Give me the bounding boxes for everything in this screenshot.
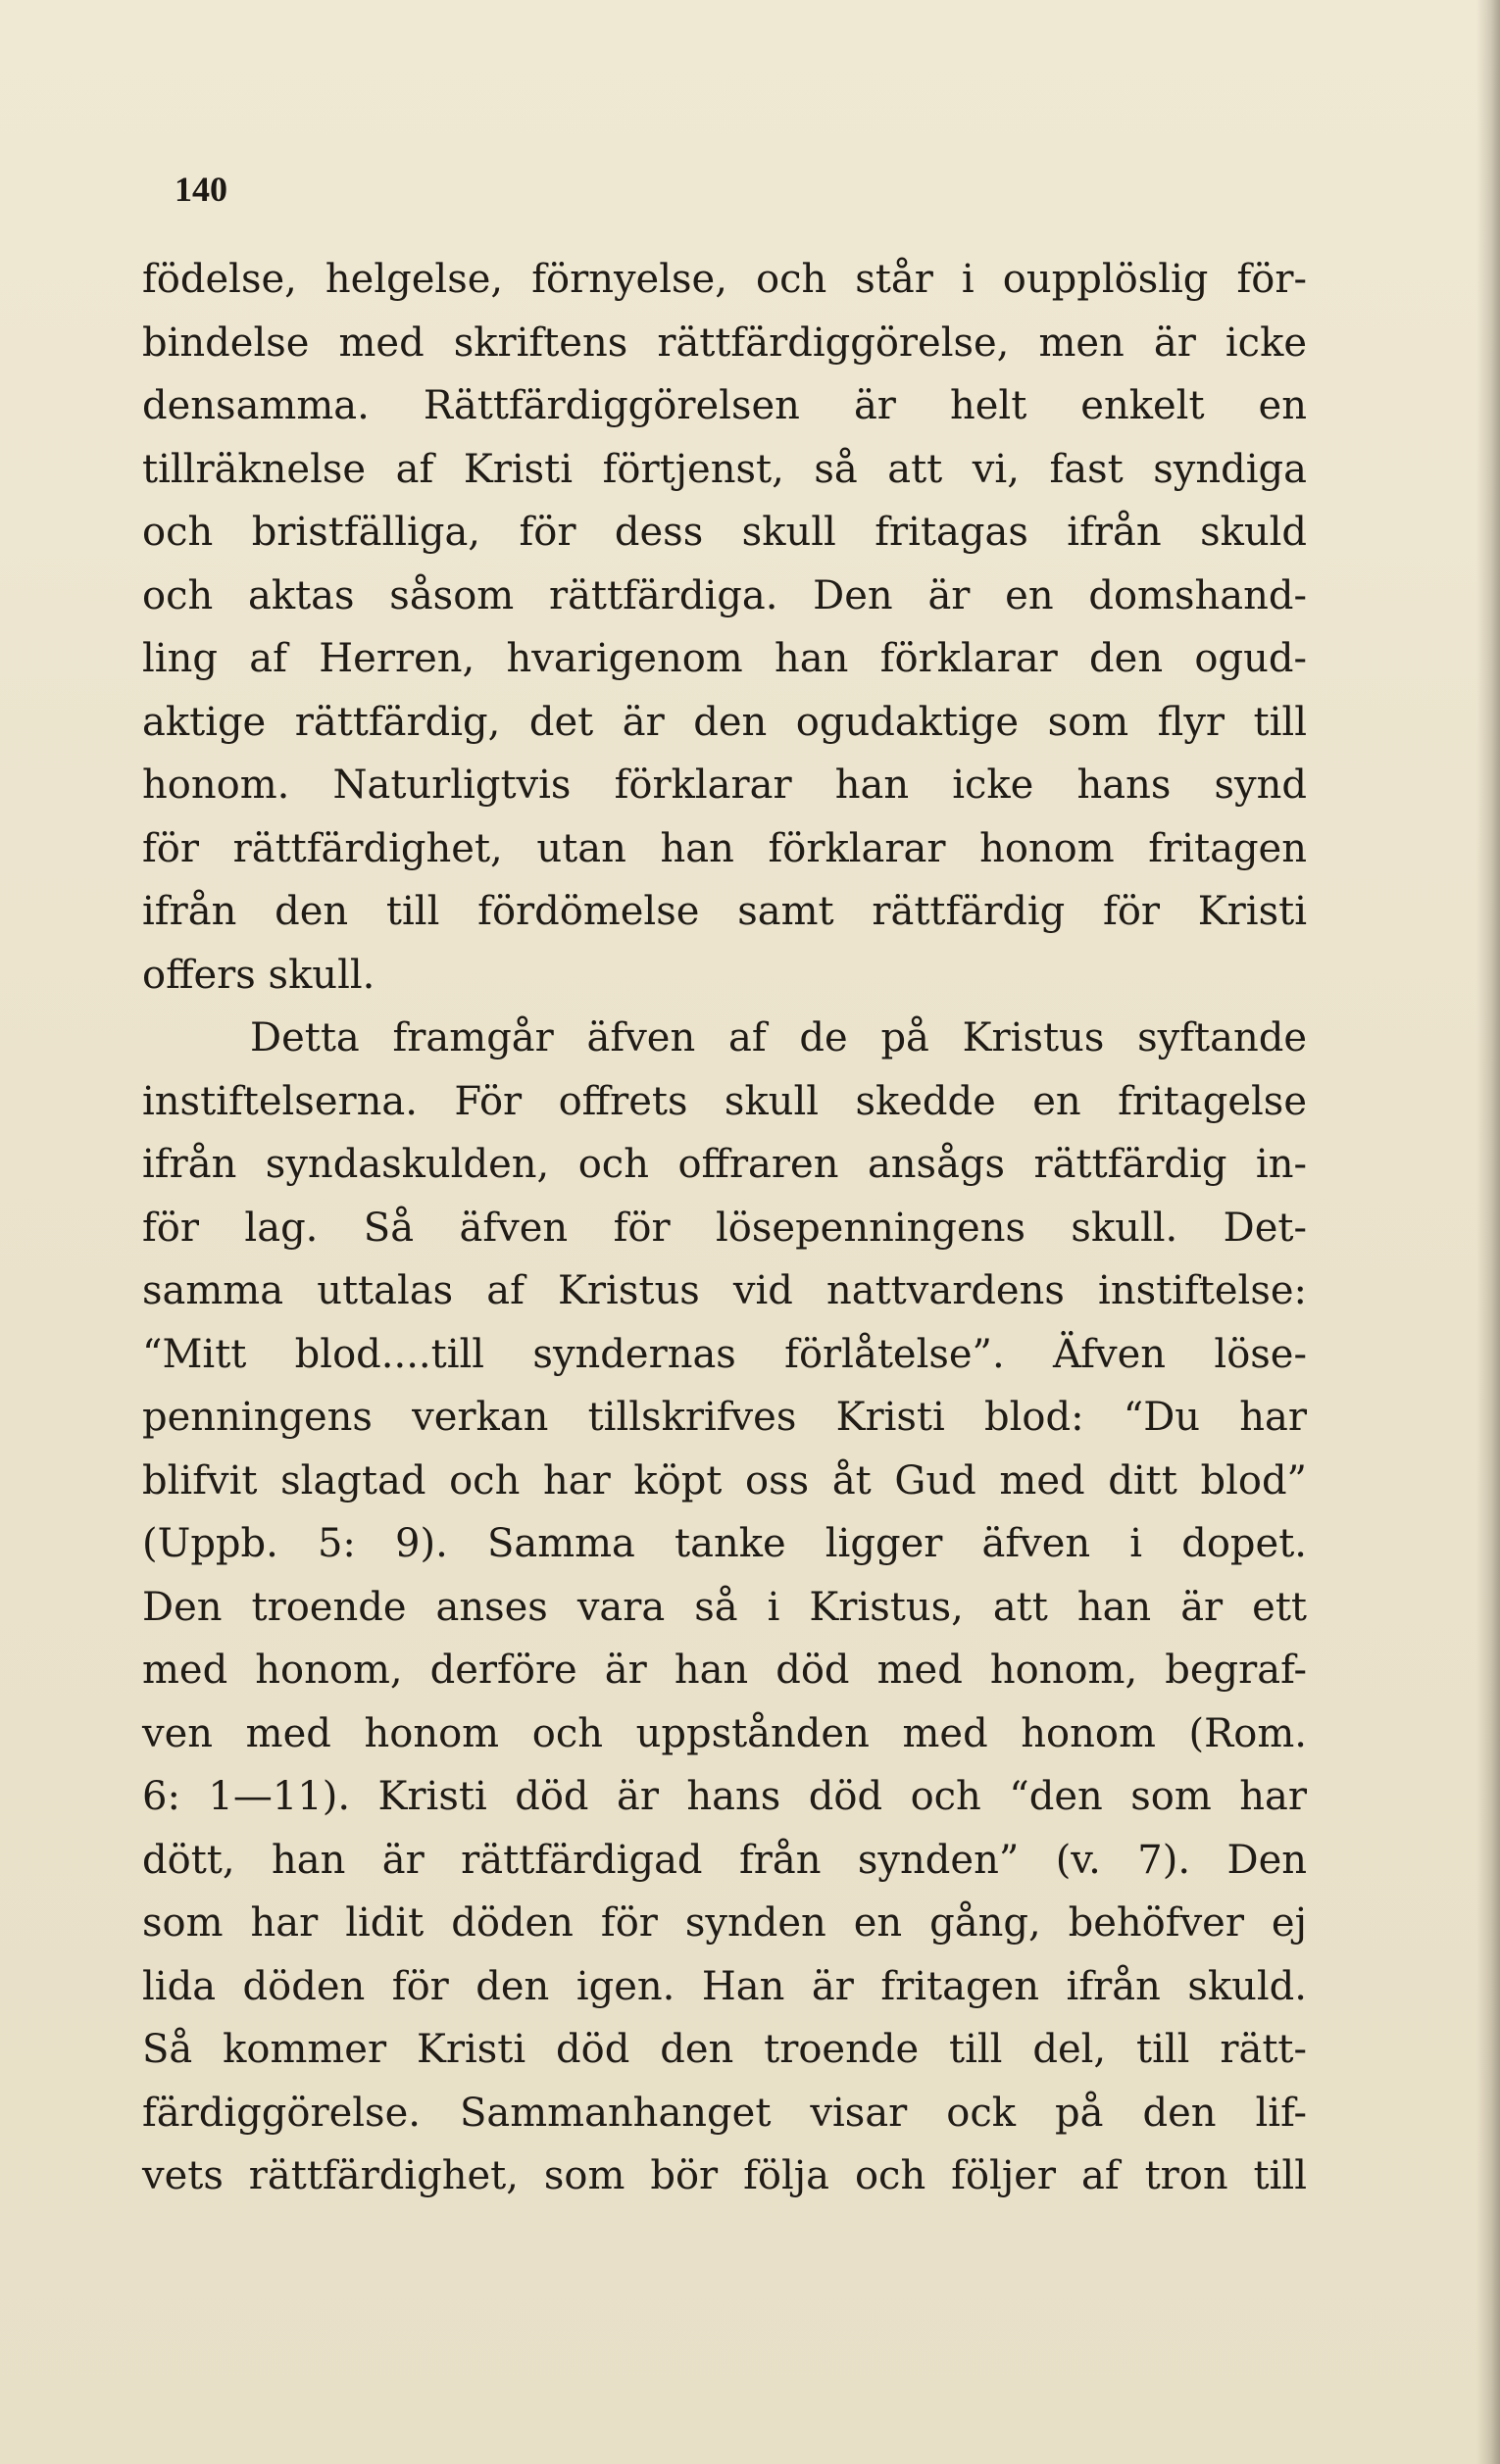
- text-line: lida döden för den igen. Han är fritagen ifrån skuld.: [142, 1963, 1307, 2009]
- text-line: och bristfälliga, för dess skull fritagas ifrån skuld: [142, 510, 1307, 555]
- text-line: densamma. Rättfärdiggörelsen är helt enkelt en: [142, 383, 1307, 428]
- text-line: aktige rättfärdig, det är den ogudaktige som flyr till: [142, 699, 1307, 745]
- text-line: instiftelserna. För offrets skull skedde en fritagelse: [142, 1078, 1307, 1124]
- text-line: “Mitt blod....till syndernas förlåtelse”. Äfven löse-: [142, 1331, 1307, 1377]
- text-line: ifrån syndaskulden, och offraren ansågs rättfärdig in-: [142, 1142, 1307, 1187]
- text-line: Så kommer Kristi död den troende till del, till rätt-: [142, 2027, 1307, 2072]
- text-line: 6: 1—11). Kristi död är hans död och “den som har: [142, 1774, 1307, 1819]
- page-edge-shadow: [1476, 0, 1500, 2464]
- text-line: samma uttalas af Kristus vid nattvardens instiftelse:: [142, 1268, 1307, 1313]
- page-number: 140: [175, 170, 227, 209]
- text-line: ling af Herren, hvarigenom han förklarar den ogud-: [142, 636, 1307, 681]
- text-line: bindelse med skriftens rättfärdiggörelse, men är icke: [142, 320, 1307, 366]
- text-line: (Uppb. 5: 9). Samma tanke ligger äfven i dopet.: [142, 1521, 1307, 1566]
- text-line: blifvit slagtad och har köpt oss åt Gud med ditt blod”: [142, 1457, 1307, 1503]
- text-line: honom. Naturligtvis förklarar han icke hans synd: [142, 763, 1307, 808]
- text-line: för rättfärdighet, utan han förklarar honom fritagen: [142, 825, 1307, 871]
- text-line: vets rättfärdighet, som bör följa och följer af tron till: [142, 2153, 1307, 2198]
- text-line: Den troende anses vara så i Kristus, att han är ett: [142, 1584, 1307, 1630]
- text-line: ven med honom och uppstånden med honom (Rom.: [142, 1710, 1307, 1756]
- text-line: och aktas såsom rättfärdiga. Den är en domshand-: [142, 572, 1307, 618]
- text-line: som har lidit döden för synden en gång, behöfver ej: [142, 1900, 1307, 1946]
- text-line: ifrån den till fördömelse samt rättfärdig för Kristi: [142, 889, 1307, 934]
- text-line: tillräknelse af Kristi förtjenst, så att vi, fast syndiga: [142, 446, 1307, 492]
- paragraph-end-line: offers skull.: [142, 952, 375, 998]
- text-line: för lag. Så äfven för lösepenningens skull. Det-: [142, 1205, 1307, 1251]
- text-line: färdiggörelse. Sammanhanget visar ock på den lif-: [142, 2090, 1307, 2136]
- body-text: [142, 248, 1307, 2208]
- text-line: penningens verkan tillskrifves Kristi blod: “Du har: [142, 1395, 1307, 1440]
- paragraph-start-line: Detta framgår äfven af de på Kristus syftande: [250, 1015, 1307, 1060]
- text-line: dött, han är rättfärdigad från synden” (v. 7). Den: [142, 1837, 1307, 1883]
- text-line: födelse, helgelse, förnyelse, och står i oupplöslig för-: [142, 257, 1307, 302]
- text-line: med honom, derföre är han död med honom, begraf-: [142, 1648, 1307, 1693]
